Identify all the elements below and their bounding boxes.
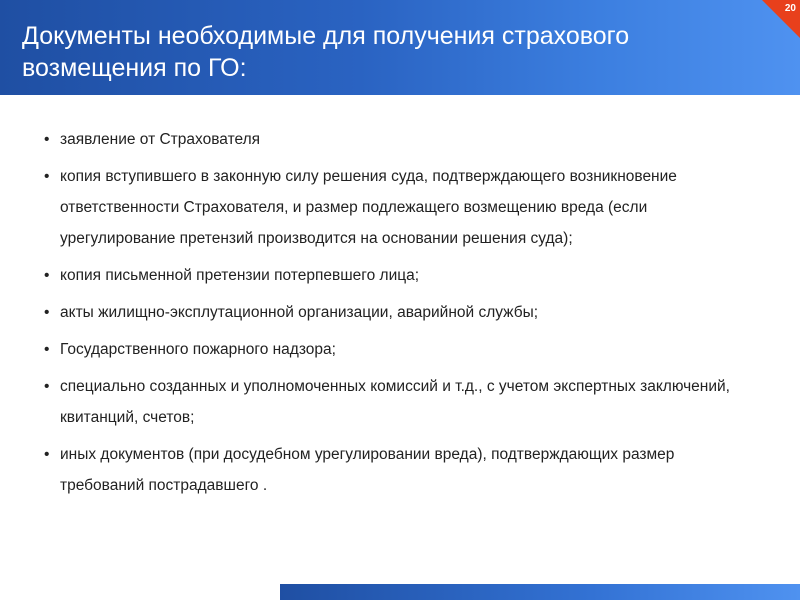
footer-bar: [280, 584, 800, 600]
list-item: • заявление от Страхователя: [42, 124, 752, 155]
slide-title: Документы необходимые для получения страхового возмещения по ГО:: [22, 22, 630, 82]
list-item: • копия письменной претензии потерпевшего лица;: [42, 260, 752, 291]
document-list: [42, 124, 752, 507]
list-item: • специально созданных и уполномоченных комиссий и т.д., с учетом экспертных заключений, квитанций, счетов;: [42, 371, 752, 433]
list-item: • иных документов (при досудебном урегулировании вреда), подтверждающих размер требований пострадавшего .: [42, 439, 752, 501]
list-item: • акты жилищно-эксплутационной организации, аварийной службы;: [42, 297, 752, 328]
list-item: • Государственного пожарного надзора;: [42, 334, 752, 365]
list-item: • копия вступившего в законную силу решения суда, подтверждающего возникновение ответственности Страхователя, и размер подлежащего возмещению вреда (если урегулирование претензий производится на основании решения суда);: [42, 161, 752, 254]
page-number: 20: [784, 3, 796, 14]
title-bar: [0, 0, 800, 95]
